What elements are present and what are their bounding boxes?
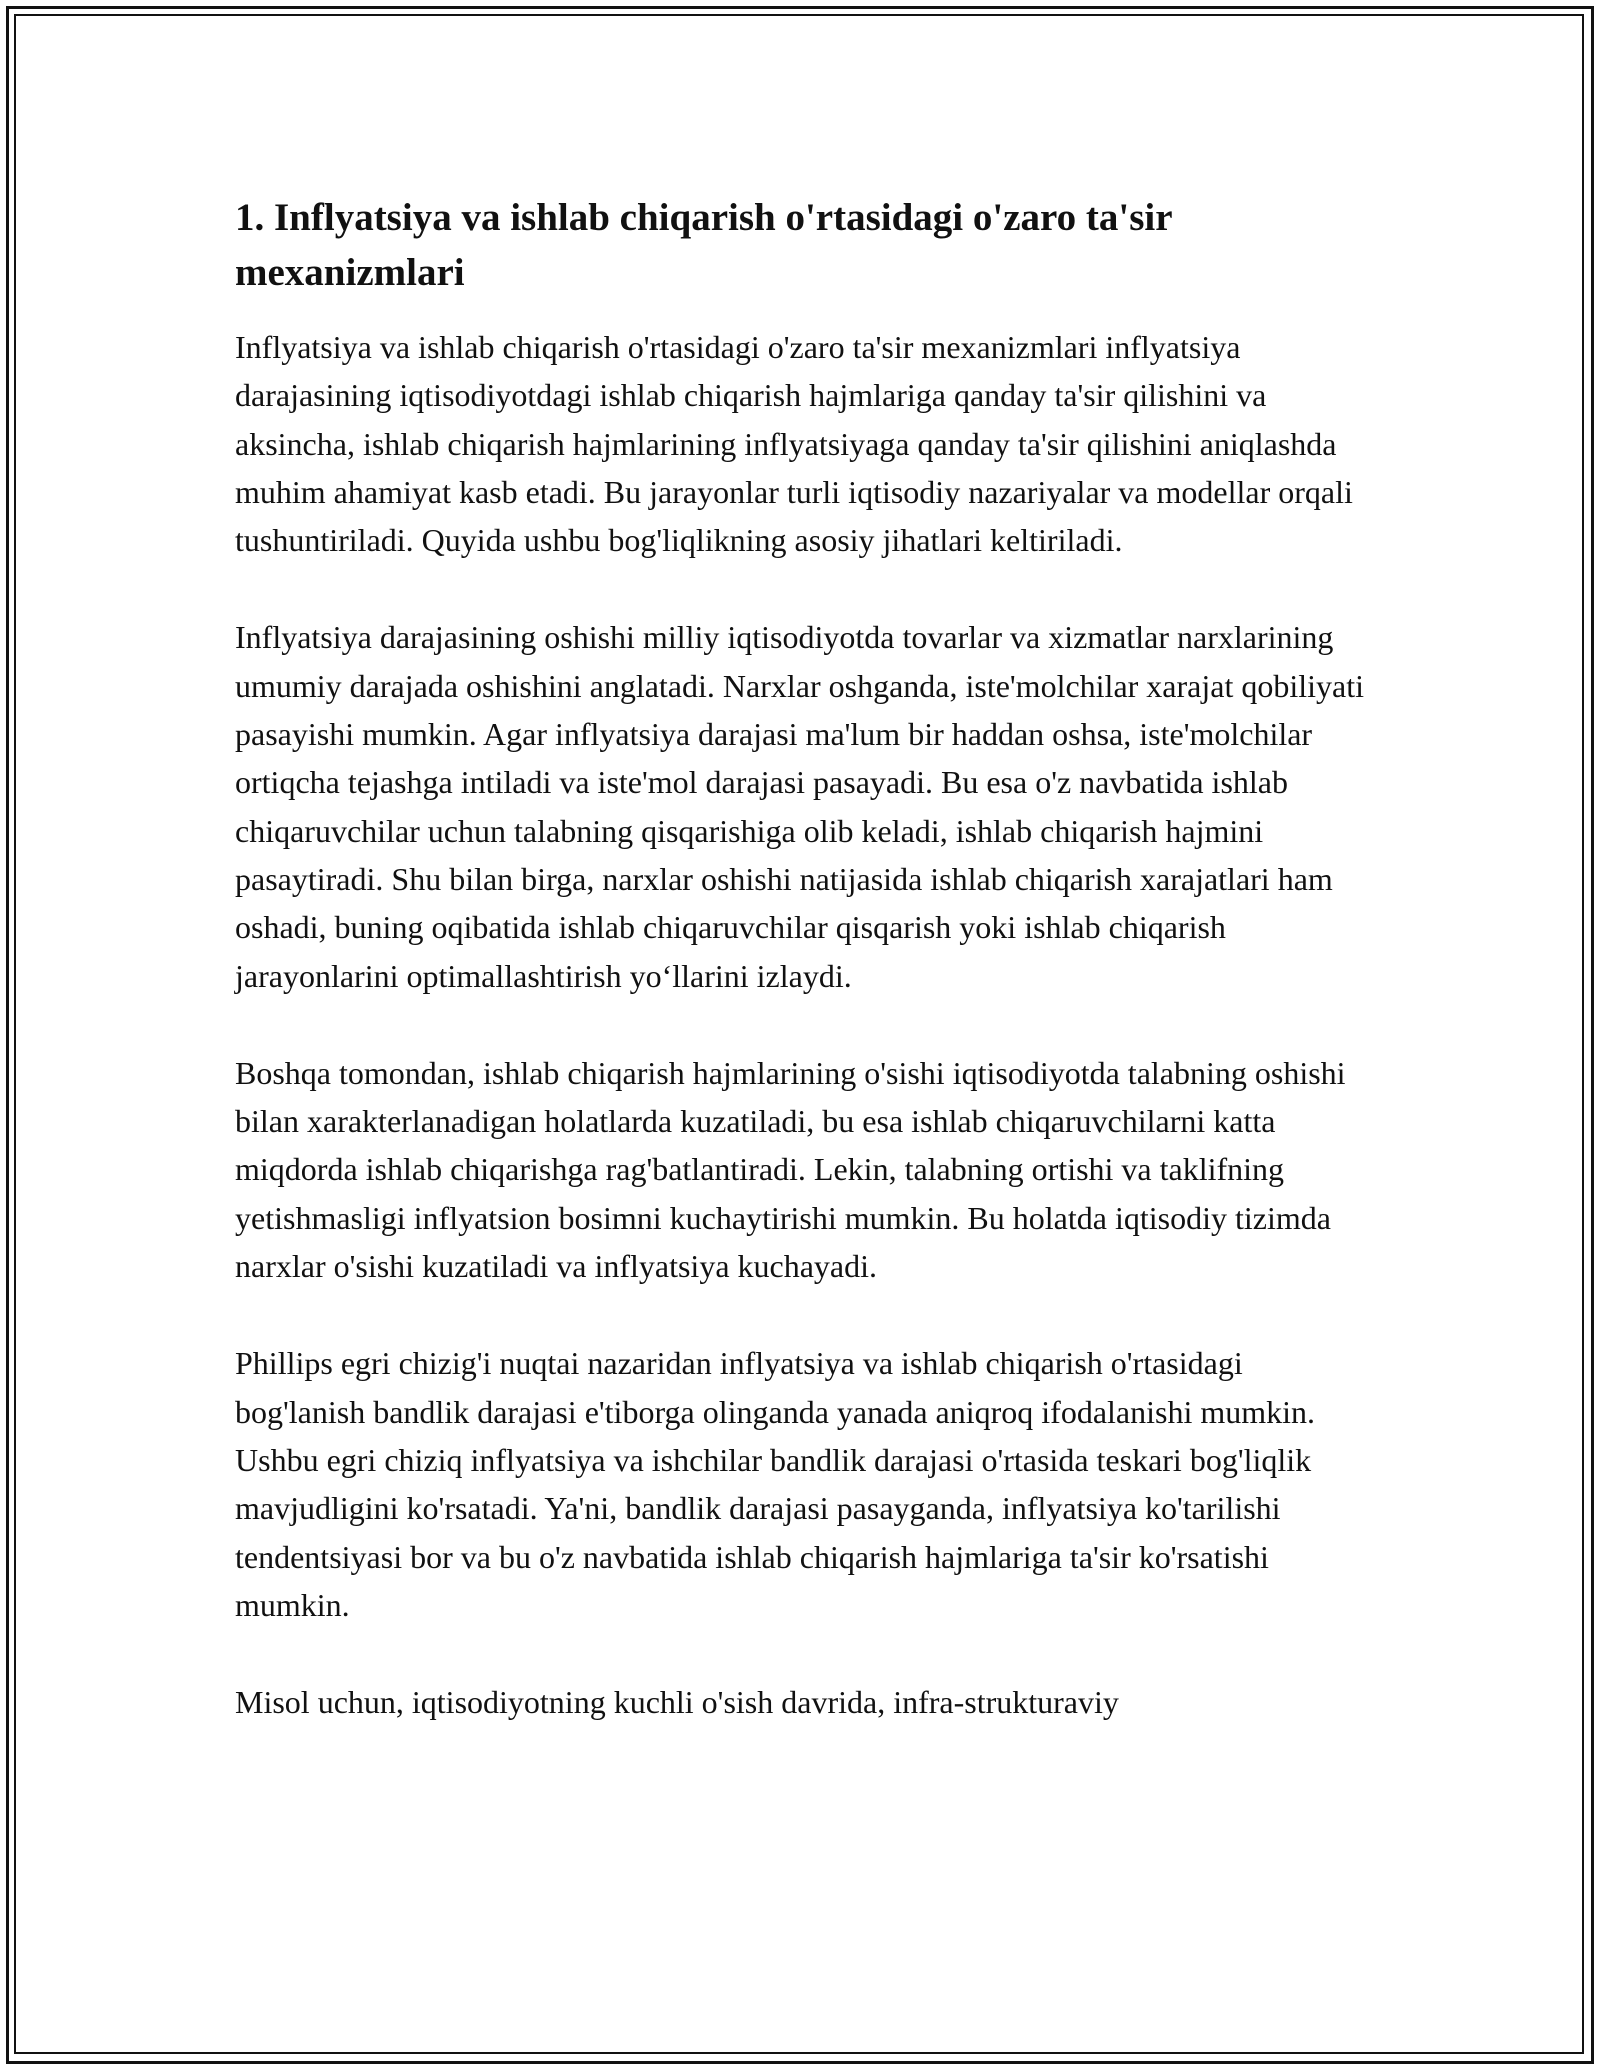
paragraph-phillips-curve: Phillips egri chizig'i nuqtai nazaridan inflyatsiya va ishlab chiqarish o'rtasidagi bog'lanish bandlik darajasi e'tiborga olinganda yanada aniqroq ifodalanishi mumkin. Ushbu egri chiziq inflyatsiya va ishchilar bandlik darajasi o'rtasida teskari bog'liqlik mavjudligini ko'rsatadi. Ya'ni, bandlik darajasi pasayganda, inflyatsiya ko'tarilishi tendentsiyasi bor va bu o'z navbatida ishlab chiqarish hajmlariga ta'sir ko'rsatishi mumkin. [235, 1345, 1316, 1623]
section-title: 1. Inflyatsiya va ishlab chiqarish o'rtasidagi o'zaro ta'sir mexanizmlari [235, 196, 1172, 294]
document-body [235, 190, 1375, 1775]
paragraph-example: Misol uchun, iqtisodiyotning kuchli o'sish davrida, infra-strukturaviy [235, 1684, 1119, 1721]
paragraph-intro: Inflyatsiya va ishlab chiqarish o'rtasidagi o'zaro ta'sir mexanizmlari inflyatsiya darajasining iqtisodiyotdagi ishlab chiqarish hajmlariga qanday ta'sir qilishini va aksincha, ishlab chiqarish hajmlarining inflyatsiyaga qanday ta'sir qilishini aniqlashda muhim ahamiyat kasb etadi. Bu jarayonlar turli iqtisodiy nazariyalar va modellar orqali tushuntiriladi. Quyida ushbu bog'liqlikning asosiy jihatlari keltiriladi. [235, 329, 1353, 559]
paragraph-inflation-effect: Inflyatsiya darajasining oshishi milliy iqtisodiyotda tovarlar va xizmatlar narxlarining umumiy darajada oshishini anglatadi. Narxlar oshganda, iste'molchilar xarajat qobiliyati pasayishi mumkin. Agar inflyatsiya darajasi ma'lum bir haddan oshsa, iste'molchilar ortiqcha tejashga intiladi va iste'mol darajasi pasayadi. Bu esa o'z navbatida ishlab chiqaruvchilar uchun talabning qisqarishiga olib keladi, ishlab chiqarish hajmini pasaytiradi. Shu bilan birga, narxlar oshishi natijasida ishlab chiqarish xarajatlari ham oshadi, buning oqibatida ishlab chiqaruvchilar qisqarish yoki ishlab chiqarish jarayonlarini optimallashtirish yo‘llarini izlaydi. [235, 619, 1364, 994]
paragraph-production-growth: Boshqa tomondan, ishlab chiqarish hajmlarining o'sishi iqtisodiyotda talabning oshishi bilan xarakterlanadigan holatlarda kuzatiladi, bu esa ishlab chiqaruvchilarni katta miqdorda ishlab chiqarishga rag'batlantiradi. Lekin, talabning ortishi va taklifning yetishmasligi inflyatsion bosimni kuchaytirishi mumkin. Bu holatda iqtisodiy tizimda narxlar o'sishi kuzatiladi va inflyatsiya kuchayadi. [235, 1054, 1346, 1285]
